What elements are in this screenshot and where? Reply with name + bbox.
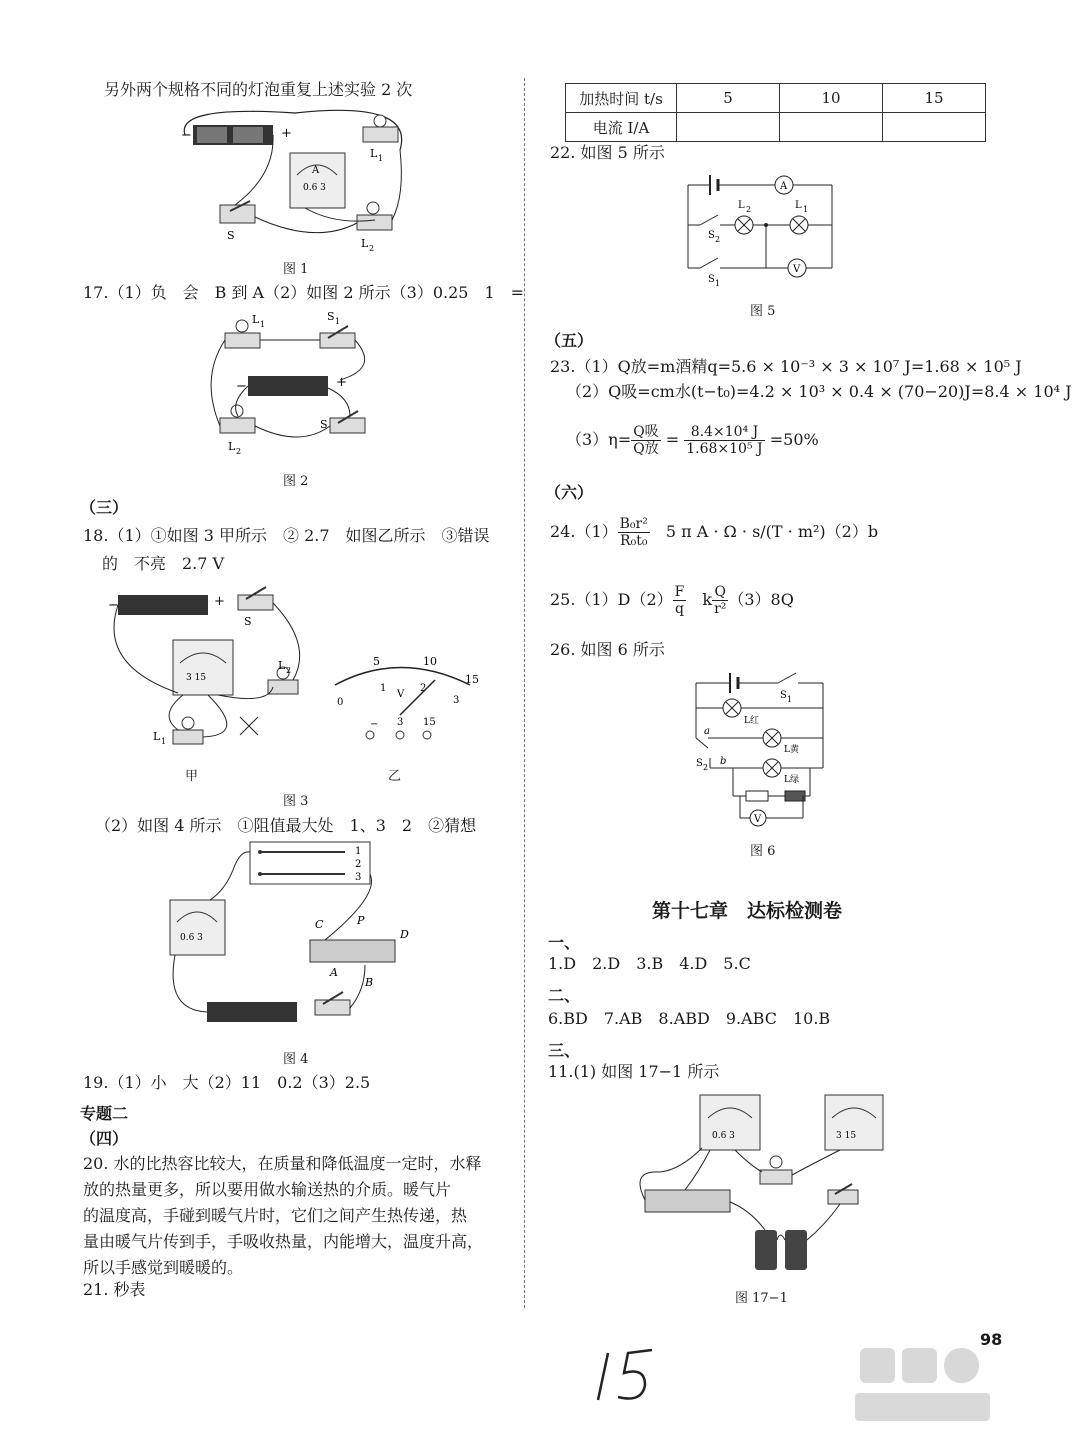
answer-22: 22. 如图 5 所示 (550, 143, 665, 162)
section-6-heading: （六） (545, 483, 594, 502)
svg-text:S: S (244, 615, 252, 628)
fraction: $\frac{\text{8.4×10⁴ J}}{\text{1.68×10⁵ J}}$ (686, 424, 763, 457)
svg-text:1: 1 (787, 695, 793, 704)
svg-text:0.6 3: 0.6 3 (303, 183, 326, 193)
svg-text:2: 2 (369, 244, 375, 253)
svg-text:D: D (400, 928, 409, 941)
answer-26: 26. 如图 6 所示 (550, 640, 665, 659)
figure-4-circuit (165, 840, 409, 1040)
heating-time-table (565, 83, 986, 142)
svg-text:L: L (370, 147, 378, 160)
svg-text:2: 2 (236, 447, 242, 456)
svg-text:3: 3 (355, 872, 362, 883)
svg-text:+: + (336, 375, 347, 390)
answer-18-part2: （2）如图 4 所示 ①阻值最大处 1、3 2 ②猜想 (95, 816, 477, 835)
svg-text:0.6 3: 0.6 3 (180, 933, 203, 943)
svg-text:2: 2 (703, 763, 709, 772)
svg-text:A: A (330, 966, 338, 979)
svg-text:L: L (228, 440, 236, 453)
table-row (566, 84, 986, 113)
svg-text:0: 0 (337, 697, 344, 708)
figure-5-circuit (680, 170, 840, 295)
svg-text:L: L (278, 659, 286, 672)
svg-text:2: 2 (715, 235, 721, 244)
svg-text:1: 1 (355, 846, 362, 857)
svg-text:1: 1 (335, 317, 341, 326)
part-2-heading: 二、 (548, 986, 581, 1005)
svg-text:L黄: L黄 (784, 745, 799, 755)
svg-text:L绿: L绿 (784, 775, 799, 785)
table-row (566, 113, 986, 142)
table-cell: 5 (677, 84, 780, 113)
figure-5-caption: 图 5 (750, 304, 776, 319)
svg-text:2: 2 (286, 666, 292, 675)
svg-text:1: 1 (161, 737, 167, 746)
figure-3-caption: 图 3 (283, 794, 309, 809)
svg-text:S: S (708, 230, 715, 241)
handwritten-mark (590, 1345, 670, 1405)
figure-3a-caption: 甲 (185, 769, 199, 784)
answer-23-part2: （2）Q吸=cm水(t−t₀)=4.2 × 10³ × 0.4 × (70−20)J=8.4 × 10⁴ J (566, 382, 1072, 401)
svg-text:1: 1 (380, 683, 387, 694)
topic-2-heading: 专题二 (80, 1104, 129, 1123)
svg-text:S: S (696, 758, 703, 769)
svg-text:V: V (754, 814, 762, 825)
figure-3a-circuit (98, 585, 313, 755)
table-cell: 15 (883, 84, 986, 113)
svg-text:S: S (327, 310, 335, 323)
figure-17-1-circuit (630, 1090, 865, 1275)
table-cell: 电流 I/A (566, 113, 677, 142)
svg-text:L: L (738, 200, 745, 211)
svg-text:b: b (720, 756, 727, 767)
answer-21: 21. 秒表 (83, 1280, 146, 1299)
answer-23-part1: 23.（1）Q放=m酒精q=5.6 × 10⁻³ × 3 × 10⁷ J=1.68 × 10⁵ J (550, 357, 1022, 376)
line-repeat-experiment: 另外两个规格不同的灯泡重复上述实验 2 次 (104, 80, 413, 99)
svg-text:15: 15 (423, 717, 436, 728)
section-3-heading: （三） (80, 498, 129, 517)
table-cell: 加热时间 t/s (566, 84, 677, 113)
table-cell (780, 113, 883, 142)
table-cell: 10 (780, 84, 883, 113)
svg-text:+: + (281, 126, 292, 141)
answer-20-line3: 的温度高，手碰到暖气片时，它们之间产生热传递，热 (83, 1206, 468, 1225)
svg-text:V: V (397, 689, 405, 700)
answer-24: 24.（1） $\frac{\text{B₀r²}}{\text{R₀t₀}}$ 5 π A · Ω · s/(T · m²)（2）b (550, 516, 879, 549)
svg-text:B: B (365, 976, 374, 989)
svg-text:5: 5 (373, 655, 380, 668)
figure-2-caption: 图 2 (283, 474, 309, 489)
svg-text:S: S (320, 418, 328, 431)
answer-20-line4: 量由暖气片传到手，手吸收热量，内能增大，温度升高， (83, 1232, 484, 1251)
svg-text:−: − (108, 598, 119, 613)
section-4-heading: （四） (80, 1129, 129, 1148)
svg-text:A: A (312, 165, 320, 176)
figure-3b-voltmeter-scale (325, 645, 485, 745)
section-5-heading: （五） (545, 331, 594, 350)
figure-1-caption: 图 1 (283, 262, 309, 277)
svg-text:L: L (361, 237, 369, 250)
svg-text:10: 10 (423, 655, 437, 668)
answer-18-part1-cont: 的 不亮 2.7 V (102, 554, 225, 573)
svg-text:2: 2 (420, 683, 427, 694)
part-1-answers: 1.D 2.D 3.B 4.D 5.C (548, 954, 751, 973)
svg-text:S: S (708, 274, 715, 285)
svg-text:L: L (153, 730, 161, 743)
figure-6-caption: 图 6 (750, 844, 776, 859)
answer-17: 17.（1）负 会 B 到 A（2）如图 2 所示（3）0.25 1 = (83, 283, 525, 302)
fraction: $\frac{F}{q}$ (674, 584, 685, 617)
svg-text:C: C (315, 918, 324, 931)
answer-18-part1: 18.（1）①如图 3 甲所示 ② 2.7 如图乙所示 ③错误 (83, 526, 490, 545)
svg-text:L: L (795, 200, 802, 211)
figure-1-circuit (175, 105, 425, 255)
table-cell (883, 113, 986, 142)
fraction: $\frac{Q}{\text{r²}}$ (714, 584, 727, 617)
svg-text:0.6 3: 0.6 3 (712, 1131, 735, 1141)
part-3-heading: 三、 (548, 1041, 581, 1060)
page-number: 98 (980, 1330, 1003, 1349)
svg-text:−: − (181, 128, 192, 143)
answer-23-part3: （3）η= $\frac{\text{Q吸}}{\text{Q放}}$ = $\frac{\text{8.4×10⁴ J}}{\text{1.68×10⁵ J}}$ =50% (566, 424, 819, 457)
table-cell (677, 113, 780, 142)
part-1-heading: 一、 (548, 933, 581, 952)
part-2-answers: 6.BD 7.AB 8.ABD 9.ABC 10.B (548, 1009, 831, 1028)
svg-text:3: 3 (397, 717, 404, 728)
svg-text:1: 1 (803, 205, 809, 214)
answer-20-line5: 所以手感觉到暖暖的。 (83, 1258, 244, 1277)
answer-25: 25.（1）D（2） $\frac{F}{q}$ k $\frac{Q}{\text{r²}}$ （3）8Q (550, 584, 794, 617)
svg-text:1: 1 (260, 320, 266, 329)
svg-text:−: − (236, 379, 247, 394)
svg-text:S: S (227, 229, 235, 242)
answer-11: 11.(1) 如图 17−1 所示 (548, 1062, 720, 1081)
fraction: $\frac{\text{B₀r²}}{\text{R₀t₀}}$ (619, 516, 648, 549)
column-divider (524, 78, 525, 1308)
svg-text:2: 2 (746, 205, 752, 214)
figure-6-circuit (688, 668, 833, 833)
fraction: $\frac{\text{Q吸}}{\text{Q放}}$ (633, 424, 659, 457)
watermark-logo (850, 1343, 1000, 1433)
svg-text:P: P (357, 914, 365, 927)
svg-text:3 15: 3 15 (186, 673, 207, 683)
svg-text:S: S (780, 690, 787, 701)
figure-4-caption: 图 4 (283, 1052, 309, 1067)
answer-19: 19.（1）小 大（2）11 0.2（3）2.5 (83, 1073, 371, 1092)
svg-text:15: 15 (465, 673, 479, 686)
figure-2-circuit (200, 308, 380, 458)
svg-text:+: + (214, 594, 225, 609)
svg-text:L: L (252, 313, 260, 326)
figure-3b-caption: 乙 (388, 769, 402, 784)
figure-17-1-caption: 图 17−1 (735, 1291, 788, 1306)
chapter-17-title: 第十七章 达标检测卷 (652, 900, 843, 922)
svg-text:1: 1 (715, 279, 721, 288)
svg-text:A: A (780, 181, 788, 192)
answer-20-line1: 20. 水的比热容比较大，在质量和降低温度一定时，水释 (83, 1154, 482, 1173)
svg-text:L红: L红 (744, 716, 759, 726)
svg-text:1: 1 (378, 154, 384, 163)
svg-text:2: 2 (355, 859, 362, 870)
svg-text:3 15: 3 15 (836, 1131, 857, 1141)
answer-20-line2: 放的热量更多，所以要用做水输送热的介质。暖气片 (83, 1180, 452, 1199)
svg-text:a: a (704, 726, 710, 737)
svg-text:−: − (370, 719, 379, 730)
svg-text:V: V (793, 264, 801, 275)
svg-text:3: 3 (453, 695, 460, 706)
